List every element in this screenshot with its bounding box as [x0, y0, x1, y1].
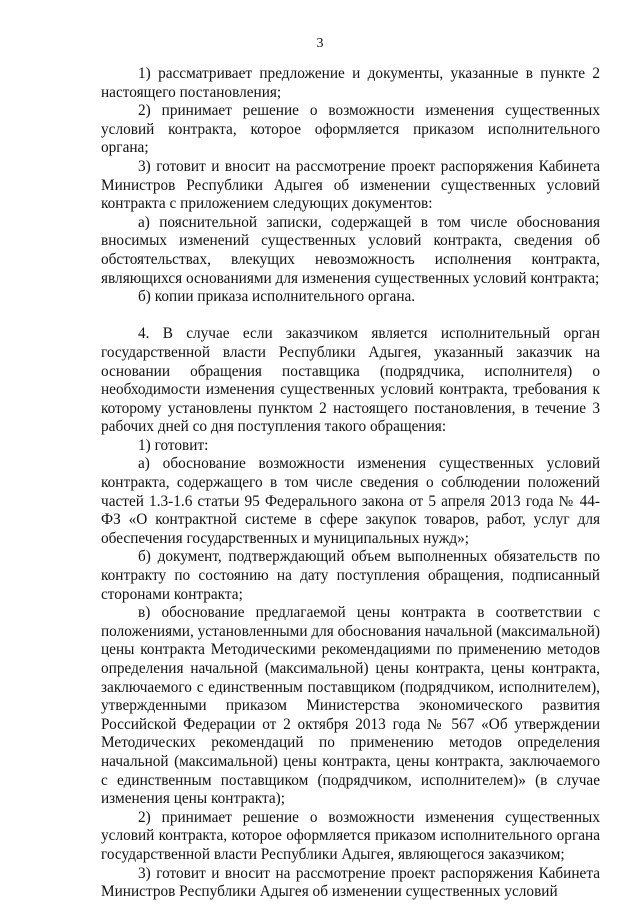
- paragraph-item-1: 1) рассматривает предложение и документы, указанные в пункте 2 настоящего постановления;: [101, 65, 600, 101]
- paragraph-item-3: 3) готовит и вносит на рассмотрение проект распоряжения Кабинета Министров Республики Адыгея об изменении существенных условий контракта с приложением следующих документов:: [101, 157, 600, 213]
- paragraph-subitem-b: б) копии приказа исполнительного органа.: [138, 288, 416, 306]
- paragraph-subitem-v-price: в) обоснование предлагаемой цены контракта в соответствии с положениями, установленными для обоснования начальной (максимальной) цены контракта Методическими рекомендациями по применению методов определения начальной (максимальной) цены контракта, цены контракта, заключаемого с единственным поставщиком (подрядчиком, исполнителем), утвержденными приказом Министерства экономического развития Российской Федерации от 2 октября 2013 года № 567 «Об утверждении Методических рекомендаций по применению методов определения начальной (максимальной) цены контракта, цены контракта, заключаемого с единственным поставщиком (подрядчиком, исполнителем)» (в случае изменения цены контракта);: [101, 604, 600, 808]
- paragraph-item-1-prepares: 1) готовит:: [138, 436, 209, 454]
- paragraph-item-3-submits: 3) готовит и вносит на рассмотрение проект распоряжения Кабинета Министров Республики Адыгея об изменении существенных условий: [101, 864, 600, 901]
- paragraph-spacer: [101, 307, 600, 326]
- document-body: [101, 65, 600, 902]
- paragraph-item-2-decision: 2) принимает решение о возможности изменения существенных условий контракта, которое оформляется приказом исполнительного органа государственной власти Республики Адыгея, являющегося заказчиком;: [101, 808, 600, 863]
- paragraph-clause-4: 4. В случае если заказчиком является исполнительный орган государственной власти Республики Адыгея, указанный заказчик на основании обращения поставщика (подрядчика, исполнителя) о необходимости изменения существенных условий контракта, требования к которому установлены пунктом 2 настоящего постановления, в течение 3 рабочих дней со дня поступления такого обращения:: [101, 325, 600, 436]
- paragraph-subitem-a-justification: а) обоснование возможности изменения существенных условий контракта, содержащего в том числе сведения о соблюдении положений частей 1.3-1.6 статьи 95 Федерального закона от 5 апреля 2013 года № 44-ФЗ «О контрактной системе в сфере закупок товаров, работ, услуг для обеспечения государственных и муниципальных нужд»;: [101, 455, 600, 547]
- paragraph-item-2: 2) принимает решение о возможности изменения существенных условий контракта, которое оформляется приказом исполнительного органа;: [101, 102, 600, 157]
- paragraph-subitem-b-document: б) документ, подтверждающий объем выполненных обязательств по контракту по состоянию на дату поступления обращения, подписанный сторонами контракта;: [101, 548, 600, 603]
- page-number: 3: [316, 36, 324, 51]
- paragraph-subitem-a: а) пояснительной записки, содержащей в том числе обоснования вносимых изменений существенных условий контракта, сведения об обстоятельствах, влекущих невозможность исполнения контракта, являющихся основаниями для изменения существенных условий контракта;: [101, 213, 600, 287]
